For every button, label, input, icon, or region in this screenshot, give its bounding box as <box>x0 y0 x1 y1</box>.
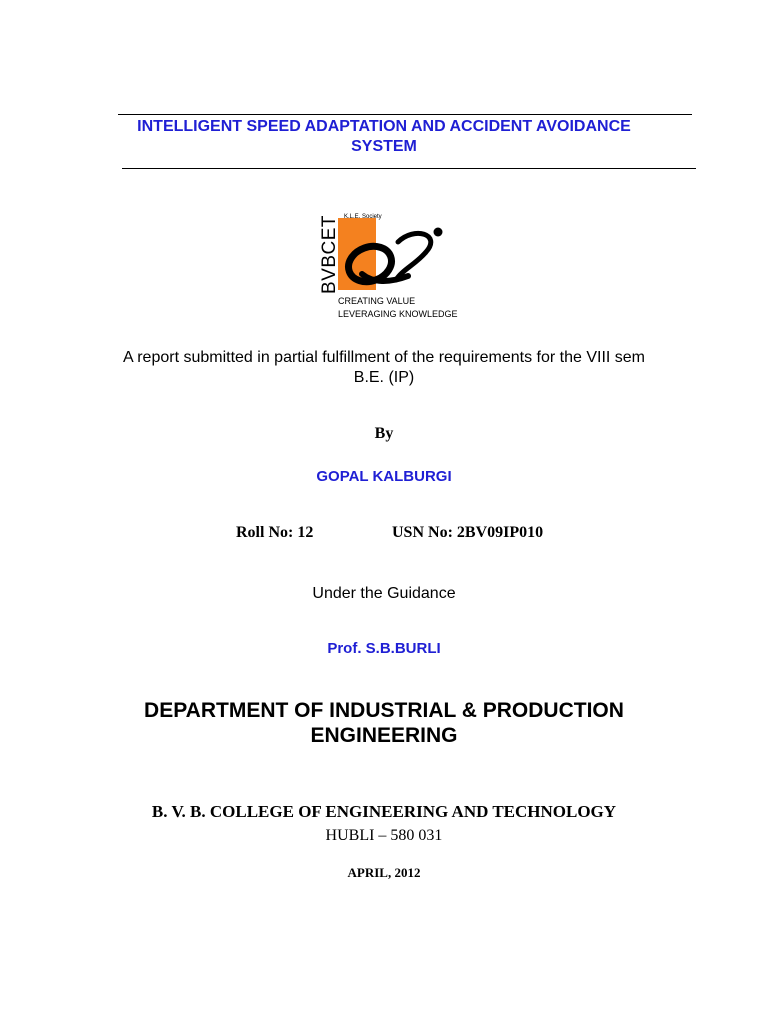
department-line2: ENGINEERING <box>310 724 458 747</box>
title-top-rule <box>118 114 692 115</box>
logo-dot <box>434 228 443 237</box>
guide-name: Prof. S.B.BURLI <box>327 640 441 657</box>
logo-vertical-text: BVBCET <box>319 214 340 294</box>
logo-society-text: K.L.E. Society <box>344 214 382 220</box>
roll-number: Roll No: 12 <box>236 524 314 541</box>
report-title-line2: SYSTEM <box>351 138 417 155</box>
title-bottom-rule <box>122 168 696 169</box>
author-name: GOPAL KALBURGI <box>316 468 452 485</box>
college-city: HUBLI – 580 031 <box>325 827 443 844</box>
department-line1: DEPARTMENT OF INDUSTRIAL & PRODUCTION <box>144 699 624 722</box>
guidance-label: Under the Guidance <box>312 585 456 602</box>
college-logo <box>318 212 458 324</box>
report-statement-line1: A report submitted in partial fulfillment of the requirements for the VIII sem <box>122 349 645 366</box>
report-statement-line2: B.E. (IP) <box>353 369 415 386</box>
college-name: B. V. B. COLLEGE OF ENGINEERING AND TECHNOLOGY <box>151 802 617 821</box>
report-date: APRIL, 2012 <box>347 865 421 880</box>
by-label: By <box>374 425 394 442</box>
logo-tagline1: CREATING VALUE <box>338 296 416 306</box>
report-title-line1: INTELLIGENT SPEED ADAPTATION AND ACCIDENT AVOIDANCE <box>137 118 631 135</box>
logo-tagline2: LEVERAGING KNOWLEDGE <box>338 309 458 319</box>
logo-swoosh <box>396 233 431 280</box>
usn-number: USN No: 2BV09IP010 <box>392 524 544 541</box>
